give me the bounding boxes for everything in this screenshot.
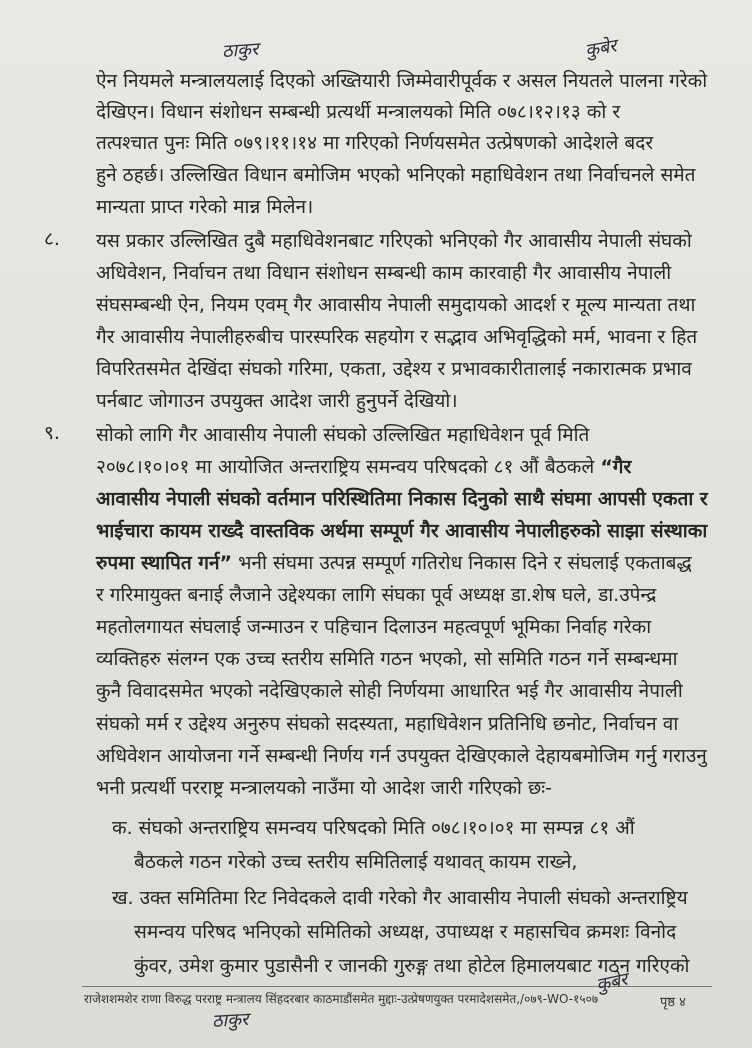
para8-line-3: संघसम्बन्धी ऐन, नियम एवम् गैर आवासीय नेपाली समुदायको आदर्श र मूल्य मान्यता तथा — [96, 294, 696, 316]
para9-line-11: अधिवेशन आयोजना गर्ने सम्बन्धी निर्णय गर्न उपयुक्त देखिएकाले देहायबमोजिम गर्नु गराउनु — [96, 745, 707, 767]
item-ka-line-2: बैठकले गठन गरेको उच्च स्तरीय समितिलाई यथावत् कायम राख्ने, — [134, 851, 578, 873]
item-ka-line-1: क. संघको अन्तराष्ट्रिय समन्वय परिषदको मिति ०७८।१०।०१ मा सम्पन्न ८१ औं — [112, 817, 635, 839]
para9-line-6: र गरिमायुक्त बनाई लैजाने उद्देश्यका लागि संघका पूर्व अध्यक्ष डा.शेष घले, डा.उपेन्द्र — [96, 584, 657, 606]
para9-line-10: संघको मर्म र उद्देश्य अनुरुप संघको सदस्यता, महाधिवेशन प्रतिनिधि छनोट, निर्वाचन वा — [96, 713, 679, 735]
intro-line-5: मान्यता प्राप्त गरेको मान्न मिलेन। — [96, 196, 314, 218]
para8-line-6: पर्नबाट जोगाउन उपयुक्त आदेश जारी हुनुपर्ने देखियो। — [96, 390, 458, 412]
para9-line-12: भनी प्रत्यर्थी परराष्ट्र मन्त्रालयको नाउँमा यो आदेश जारी गरिएको छः- — [96, 777, 552, 799]
signature-top-right: कुबेर — [583, 35, 619, 62]
para8-line-5: विपरितसमेत देखिंदा संघको गरिमा, एकता, उद्देश्य र प्रभावकारीतालाई नकारात्मक प्रभाव — [96, 358, 692, 380]
para9-line-4: भाईचारा कायम राख्दै वास्तविक अर्थमा सम्पूर्ण गैर आवासीय नेपालीहरुको साझा संस्थाका — [96, 520, 708, 542]
para8-number: ८. — [44, 228, 60, 250]
signature-top-left: ठाकुर — [221, 38, 260, 63]
para9-line-2-bold: “गैर — [600, 456, 632, 478]
intro-line-4: हुने ठहर्छ। उल्लिखित विधान बमोजिम भएको भनिएको महाधिवेशन तथा निर्वाचनले समेत — [96, 164, 696, 186]
para9-line-9: कुनै विवादसमेत भएको नदेखिएकाले सोही निर्णयमा आधारित भई गैर आवासीय नेपाली — [96, 680, 683, 702]
item-kha-line-3: कुंवर, उमेश कुमार पुडासैनी र जानकी गुरुङ्ग तथा होटेल हिमालयबाट गठन गरिएको — [134, 955, 690, 977]
para8-line-2: अधिवेशन, निर्वाचन तथा विधान संशोधन सम्बन्धी काम कारवाही गैर आवासीय नेपाली — [96, 262, 672, 284]
para9-line-5 — [96, 550, 692, 576]
para9-line-3: आवासीय नेपाली संघको वर्तमान परिस्थितिमा निकास दिनुको साथै संघमा आपसी एकता र — [96, 488, 708, 510]
intro-line-1: ऐन नियमले मन्त्रालयलाई दिएको अख्तियारी जिम्मेवारीपूर्वक र असल नियतले पालना गरेको — [96, 70, 708, 92]
para9-line-2-plain: २०७८।१०।०१ मा आयोजित अन्तराष्ट्रिय समन्वय परिषदको ८१ औं बैठकले — [96, 456, 595, 478]
para9-number: ९. — [44, 422, 60, 444]
para9-line-7: महतोलगायत संघलाई जन्माउन र पहिचान दिलाउन महत्वपूर्ण भूमिका निर्वाह गरेका — [96, 616, 652, 638]
intro-line-3: तत्पश्चात पुनः मिति ०७९।११।१४ मा गरिएको निर्णयसमेत उत्प्रेषणको आदेशले बदर — [96, 132, 654, 154]
para8-line-1: यस प्रकार उल्लिखित दुबै महाधिवेशनबाट गरिएको भनिएको गैर आवासीय नेपाली संघको — [96, 230, 692, 252]
para9-line-1: सोको लागि गैर आवासीय नेपाली संघको उल्लिखित महाधिवेशन पूर्व मिति — [96, 424, 590, 446]
item-kha-line-1: ख. उक्त समितिमा रिट निवेदकले दावी गरेको गैर आवासीय नेपाली संघको अन्तराष्ट्रिय — [112, 887, 688, 909]
item-kha-line-2: समन्वय परिषद भनिएको समितिको अध्यक्ष, उपाध्यक्ष र महासचिव क्रमशः विनोद — [134, 921, 677, 943]
signature-bottom-left: ठाकुर — [211, 1009, 249, 1032]
para8-line-4: गैर आवासीय नेपालीहरुबीच पारस्परिक सहयोग र सद्भाव अभिवृद्धिको मर्म, भावना र हित — [96, 326, 698, 348]
intro-line-2: देखिएन। विधान संशोधन सम्बन्धी प्रत्यर्थी मन्त्रालयको मिति ०७८।१२।१३ को र — [96, 101, 621, 123]
para9-line-5-bold: रुपमा स्थापित गर्न” — [96, 552, 233, 574]
footer-case-title: राजेशशमशेर राणा विरुद्ध परराष्ट्र मन्त्रालय सिंहदरबार काठमाडौंसमेत मुद्दाः-उत्प्रेषणयुक्त परमादेशसमेत,/०७९-WO-१५०७ — [84, 992, 599, 1006]
footer-page-number: पृष्ठ ४ — [660, 995, 686, 1010]
signature-bottom-right: कुबेर — [594, 968, 630, 997]
para9-line-8: व्यक्तिहरु संलग्न एक उच्च स्तरीय समिति गठन भएको, सो समिति गठन गर्ने सम्बन्धमा — [96, 648, 678, 670]
para9-line-2 — [96, 454, 631, 480]
para9-line-5-plain: भनी संघमा उत्पन्न सम्पूर्ण गतिरोध निकास दिने र संघलाई एकताबद्ध — [238, 552, 692, 574]
